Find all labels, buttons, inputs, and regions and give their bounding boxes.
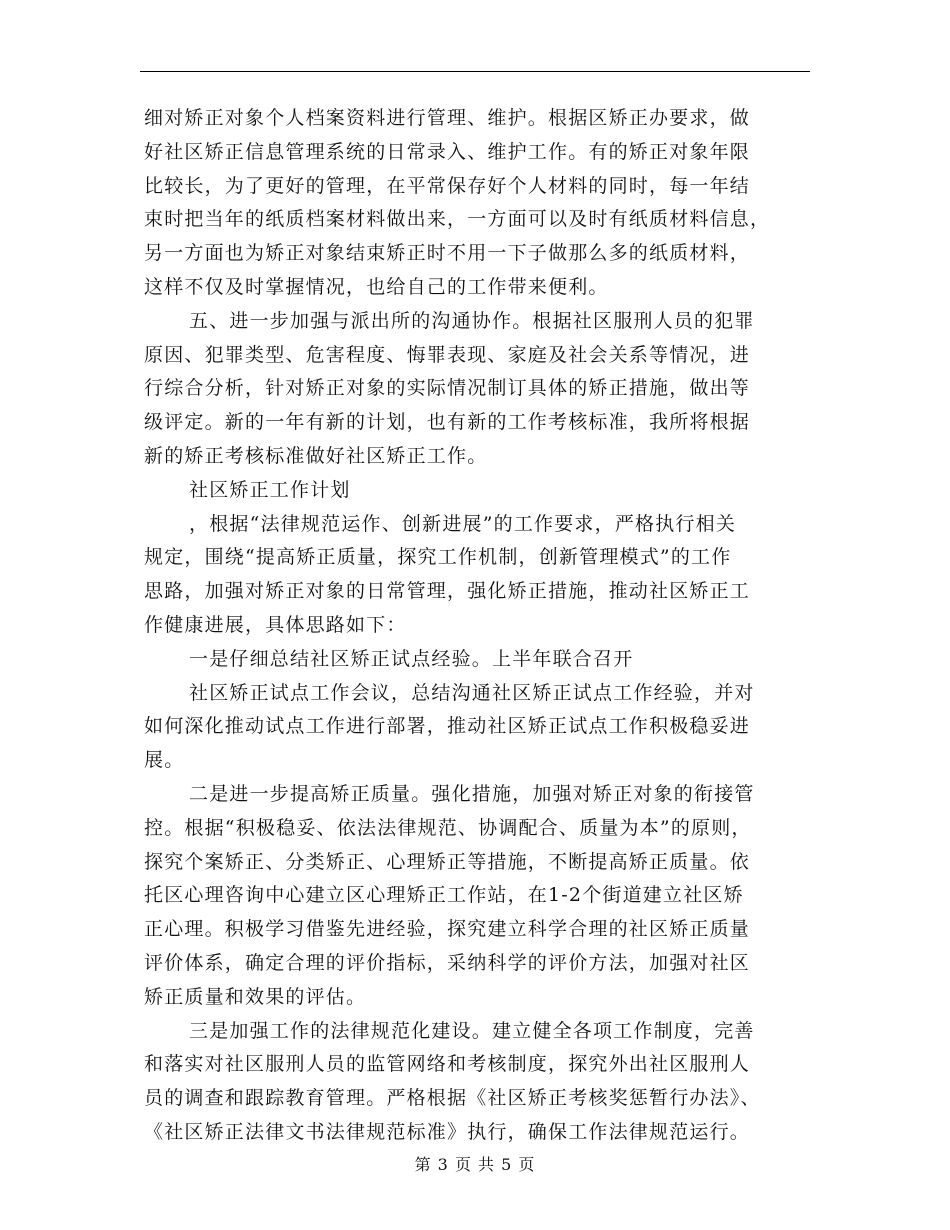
text-line: 比较长，为了更好的管理，在平常保存好个人材料的同时，每一年结 [144, 174, 751, 197]
text-line: 社区矫正工作计划 [189, 478, 351, 501]
text-line: 员的调查和跟踪教育管理。严格根据《社区矫正考核奖惩暂行办法》、 [144, 1087, 761, 1110]
page-footer: 第 3 页 共 5 页 [414, 1155, 536, 1174]
text-line: 好社区矫正信息管理系统的日常录入、维护工作。有的矫正对象年限 [144, 140, 751, 163]
text-line: 一是仔细总结社区矫正试点经验。上半年联合召开 [189, 647, 634, 670]
text-line: 和落实对社区服刑人员的监管网络和考核制度，探究外出社区服刑人 [144, 1053, 751, 1076]
text-line: 正心理。积极学习借鉴先进经验，探究建立科学合理的社区矫正质量 [144, 918, 751, 941]
text-line: 《社区矫正法律文书法律规范标准》执行，确保工作法律规范运行。 [144, 1120, 751, 1143]
text-line: 展。 [144, 749, 185, 772]
text-line: 矫正质量和效果的评估。 [144, 985, 367, 1008]
text-line: 思路，加强对矫正对象的日常管理，强化矫正措施，推动社区矫正工 [144, 580, 751, 603]
text-line: 级评定。新的一年有新的计划，也有新的工作考核标准，我所将根据 [144, 411, 751, 434]
header-rule [140, 71, 810, 72]
text-line: 评价体系，确定合理的评价指标，采纳科学的评价方法，加强对社区 [144, 951, 751, 974]
text-line: 行综合分析，针对矫正对象的实际情况制订具体的矫正措施，做出等 [144, 377, 751, 400]
text-line: 这样不仅及时掌握情况，也给自己的工作带来便利。 [144, 275, 609, 298]
text-line: 束时把当年的纸质档案材料做出来，一方面可以及时有纸质材料信息， [144, 208, 771, 231]
text-line: 社区矫正试点工作会议，总结沟通社区矫正试点工作经验，并对 [189, 681, 755, 704]
text-line: 如何深化推动试点工作进行部署，推动社区矫正试点工作积极稳妥进 [144, 715, 751, 738]
text-line: 细对矫正对象个人档案资料进行管理、维护。根据区矫正办要求，做 [144, 107, 751, 129]
text-line: 新的矫正考核标准做好社区矫正工作。 [144, 444, 488, 467]
text-line: 二是进一步提高矫正质量。强化措施，加强对矫正对象的衔接管 [189, 782, 755, 805]
text-line: 三是加强工作的法律规范化建设。建立健全各项工作制度，完善 [189, 1019, 755, 1042]
text-line: 作健康进展，具体思路如下： [144, 613, 407, 636]
text-line: 原因、犯罪类型、危害程度、悔罪表现、家庭及社会关系等情况，进 [144, 343, 751, 366]
text-line: 规定，围绕“提高矫正质量，探究工作机制，创新管理模式”的工作 [144, 546, 732, 569]
text-line: ，根据“法律规范运作、创新进展”的工作要求，严格执行相关 [189, 512, 737, 535]
text-line: 另一方面也为矫正对象结束矫正时不用一下子做那么多的纸质材料， [144, 242, 751, 265]
text-line: 探究个案矫正、分类矫正、心理矫正等措施，不断提高矫正质量。依 [144, 850, 751, 873]
text-line: 五、进一步加强与派出所的沟通协作。根据社区服刑人员的犯罪 [189, 309, 755, 332]
text-line: 托区心理咨询中心建立区心理矫正工作站，在1-2个街道建立社区矫 [144, 884, 744, 907]
text-line: 控。根据“积极稳妥、依法法律规范、协调配合、质量为本”的原则， [144, 816, 752, 839]
document-body [144, 102, 810, 1150]
